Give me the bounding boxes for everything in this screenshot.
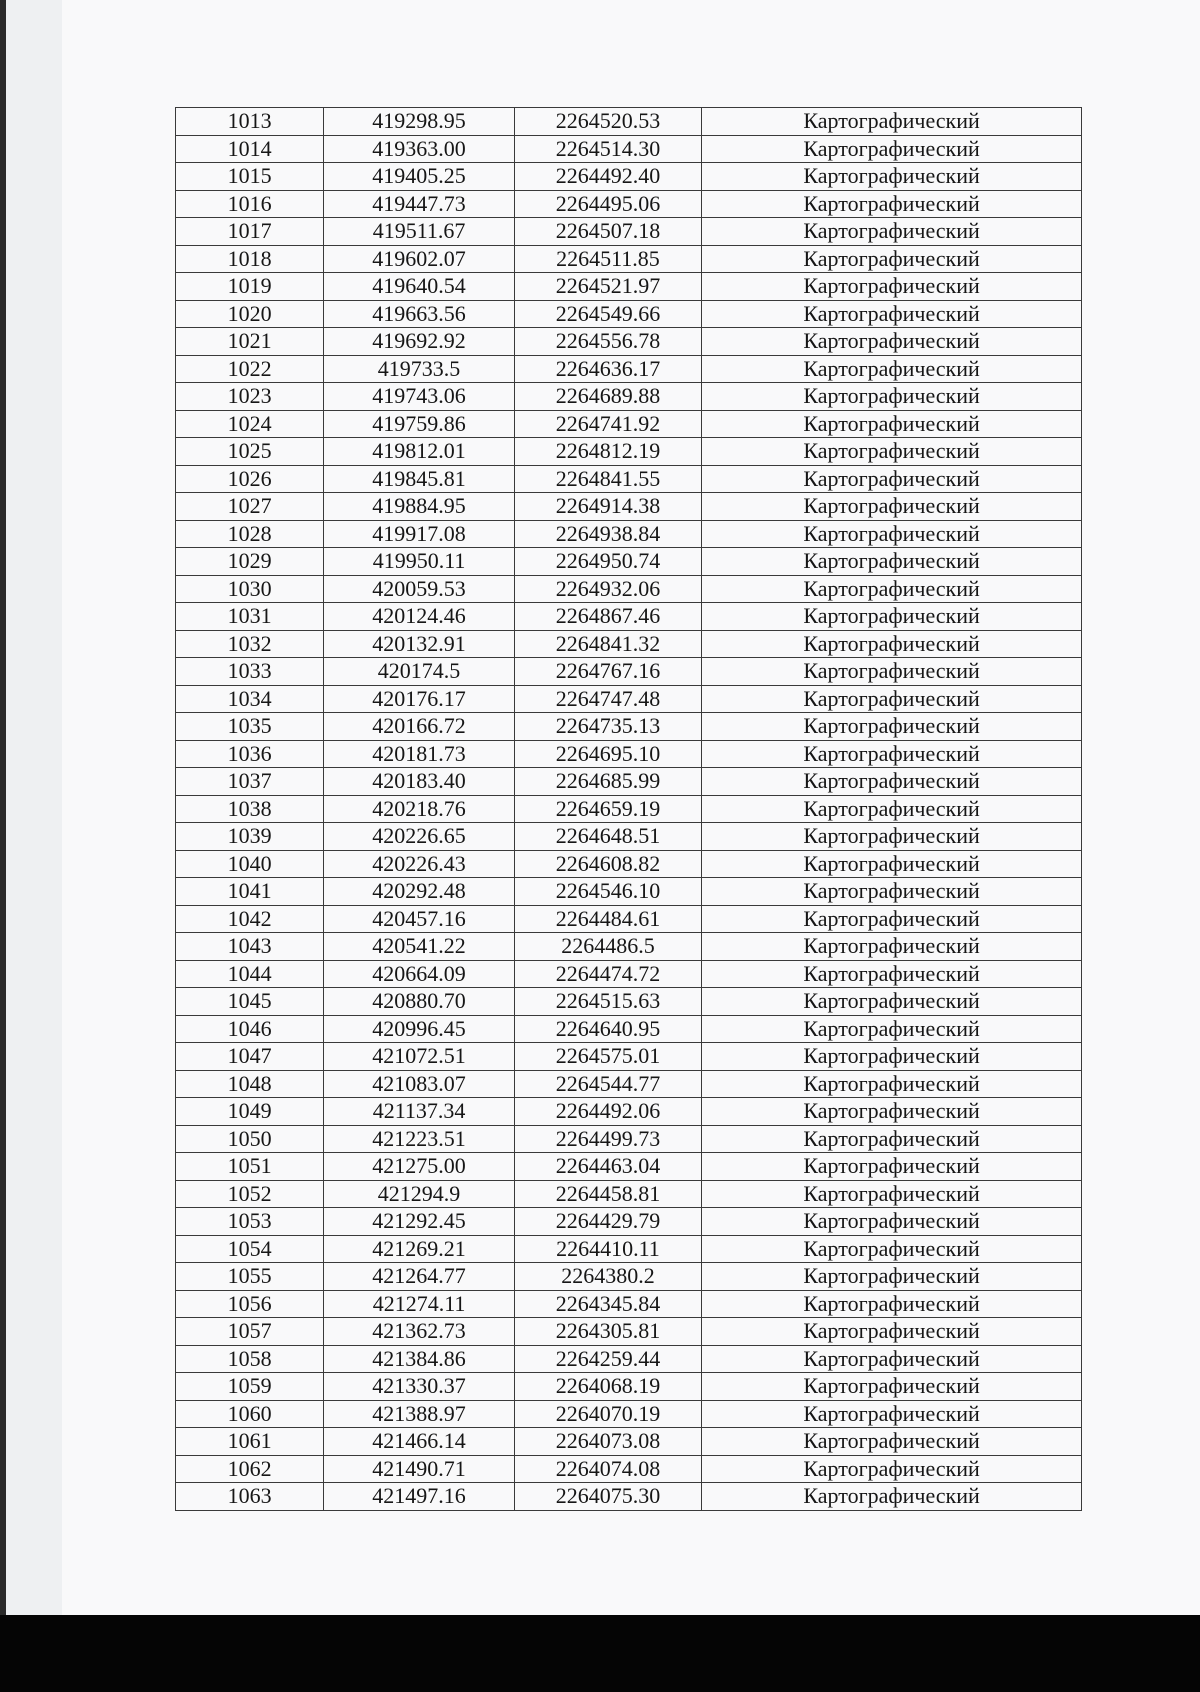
x-coordinate-cell: 419511.67	[324, 218, 514, 246]
method-cell: Картографический	[702, 548, 1082, 576]
method-cell: Картографический	[702, 465, 1082, 493]
point-number-cell: 1051	[176, 1153, 324, 1181]
y-coordinate-cell: 2264636.17	[514, 355, 701, 383]
method-cell: Картографический	[702, 1070, 1082, 1098]
x-coordinate-cell: 420996.45	[324, 1015, 514, 1043]
y-coordinate-cell: 2264549.66	[514, 300, 701, 328]
method-cell: Картографический	[702, 630, 1082, 658]
table-row	[176, 1318, 1082, 1346]
point-number-cell: 1055	[176, 1263, 324, 1291]
y-coordinate-cell: 2264070.19	[514, 1400, 701, 1428]
y-coordinate-cell: 2264073.08	[514, 1428, 701, 1456]
method-cell: Картографический	[702, 1153, 1082, 1181]
point-number-cell: 1026	[176, 465, 324, 493]
point-number-cell: 1029	[176, 548, 324, 576]
y-coordinate-cell: 2264521.97	[514, 273, 701, 301]
method-cell: Картографический	[702, 1125, 1082, 1153]
method-cell: Картографический	[702, 960, 1082, 988]
x-coordinate-cell: 421362.73	[324, 1318, 514, 1346]
x-coordinate-cell: 420226.43	[324, 850, 514, 878]
x-coordinate-cell: 420880.70	[324, 988, 514, 1016]
point-number-cell: 1028	[176, 520, 324, 548]
method-cell: Картографический	[702, 135, 1082, 163]
method-cell: Картографический	[702, 740, 1082, 768]
y-coordinate-cell: 2264458.81	[514, 1180, 701, 1208]
method-cell: Картографический	[702, 438, 1082, 466]
method-cell: Картографический	[702, 1098, 1082, 1126]
x-coordinate-cell: 420664.09	[324, 960, 514, 988]
x-coordinate-cell: 421497.16	[324, 1483, 514, 1511]
method-cell: Картографический	[702, 1318, 1082, 1346]
table-row	[176, 768, 1082, 796]
point-number-cell: 1022	[176, 355, 324, 383]
x-coordinate-cell: 421137.34	[324, 1098, 514, 1126]
method-cell: Картографический	[702, 685, 1082, 713]
y-coordinate-cell: 2264950.74	[514, 548, 701, 576]
point-number-cell: 1015	[176, 163, 324, 191]
scan-bottom-bar	[0, 1615, 1200, 1692]
x-coordinate-cell: 420124.46	[324, 603, 514, 631]
x-coordinate-cell: 421490.71	[324, 1455, 514, 1483]
method-cell: Картографический	[702, 1180, 1082, 1208]
table-row	[176, 383, 1082, 411]
table-row	[176, 1345, 1082, 1373]
method-cell: Картографический	[702, 603, 1082, 631]
point-number-cell: 1063	[176, 1483, 324, 1511]
y-coordinate-cell: 2264648.51	[514, 823, 701, 851]
table-row	[176, 438, 1082, 466]
point-number-cell: 1045	[176, 988, 324, 1016]
y-coordinate-cell: 2264463.04	[514, 1153, 701, 1181]
point-number-cell: 1025	[176, 438, 324, 466]
point-number-cell: 1033	[176, 658, 324, 686]
method-cell: Картографический	[702, 658, 1082, 686]
table-row	[176, 850, 1082, 878]
table-row	[176, 878, 1082, 906]
y-coordinate-cell: 2264767.16	[514, 658, 701, 686]
method-cell: Картографический	[702, 190, 1082, 218]
x-coordinate-cell: 419692.92	[324, 328, 514, 356]
coordinates-table	[175, 107, 1082, 1511]
point-number-cell: 1049	[176, 1098, 324, 1126]
y-coordinate-cell: 2264495.06	[514, 190, 701, 218]
point-number-cell: 1037	[176, 768, 324, 796]
point-number-cell: 1061	[176, 1428, 324, 1456]
point-number-cell: 1034	[176, 685, 324, 713]
y-coordinate-cell: 2264608.82	[514, 850, 701, 878]
y-coordinate-cell: 2264410.11	[514, 1235, 701, 1263]
point-number-cell: 1047	[176, 1043, 324, 1071]
point-number-cell: 1048	[176, 1070, 324, 1098]
y-coordinate-cell: 2264429.79	[514, 1208, 701, 1236]
y-coordinate-cell: 2264812.19	[514, 438, 701, 466]
x-coordinate-cell: 420181.73	[324, 740, 514, 768]
point-number-cell: 1054	[176, 1235, 324, 1263]
method-cell: Картографический	[702, 245, 1082, 273]
method-cell: Картографический	[702, 575, 1082, 603]
table-row	[176, 713, 1082, 741]
table-row	[176, 1455, 1082, 1483]
method-cell: Картографический	[702, 850, 1082, 878]
method-cell: Картографический	[702, 493, 1082, 521]
table-row	[176, 1098, 1082, 1126]
table-row	[176, 273, 1082, 301]
method-cell: Картографический	[702, 410, 1082, 438]
y-coordinate-cell: 2264659.19	[514, 795, 701, 823]
method-cell: Картографический	[702, 1208, 1082, 1236]
point-number-cell: 1019	[176, 273, 324, 301]
point-number-cell: 1044	[176, 960, 324, 988]
y-coordinate-cell: 2264735.13	[514, 713, 701, 741]
method-cell: Картографический	[702, 1428, 1082, 1456]
table-row	[176, 1180, 1082, 1208]
method-cell: Картографический	[702, 1345, 1082, 1373]
point-number-cell: 1020	[176, 300, 324, 328]
x-coordinate-cell: 421330.37	[324, 1373, 514, 1401]
method-cell: Картографический	[702, 328, 1082, 356]
method-cell: Картографический	[702, 795, 1082, 823]
point-number-cell: 1016	[176, 190, 324, 218]
y-coordinate-cell: 2264841.55	[514, 465, 701, 493]
table-row	[176, 465, 1082, 493]
y-coordinate-cell: 2264544.77	[514, 1070, 701, 1098]
method-cell: Картографический	[702, 1235, 1082, 1263]
table-row	[176, 960, 1082, 988]
point-number-cell: 1046	[176, 1015, 324, 1043]
table-row	[176, 300, 1082, 328]
y-coordinate-cell: 2264575.01	[514, 1043, 701, 1071]
point-number-cell: 1040	[176, 850, 324, 878]
coordinates-table-body	[176, 108, 1082, 1511]
point-number-cell: 1031	[176, 603, 324, 631]
method-cell: Картографический	[702, 933, 1082, 961]
point-number-cell: 1013	[176, 108, 324, 136]
point-number-cell: 1058	[176, 1345, 324, 1373]
method-cell: Картографический	[702, 300, 1082, 328]
method-cell: Картографический	[702, 520, 1082, 548]
method-cell: Картографический	[702, 1400, 1082, 1428]
x-coordinate-cell: 420132.91	[324, 630, 514, 658]
y-coordinate-cell: 2264074.08	[514, 1455, 701, 1483]
y-coordinate-cell: 2264546.10	[514, 878, 701, 906]
y-coordinate-cell: 2264499.73	[514, 1125, 701, 1153]
method-cell: Картографический	[702, 163, 1082, 191]
point-number-cell: 1032	[176, 630, 324, 658]
point-number-cell: 1030	[176, 575, 324, 603]
table-row	[176, 410, 1082, 438]
method-cell: Картографический	[702, 383, 1082, 411]
method-cell: Картографический	[702, 1263, 1082, 1291]
point-number-cell: 1062	[176, 1455, 324, 1483]
y-coordinate-cell: 2264938.84	[514, 520, 701, 548]
x-coordinate-cell: 419405.25	[324, 163, 514, 191]
x-coordinate-cell: 419917.08	[324, 520, 514, 548]
x-coordinate-cell: 421292.45	[324, 1208, 514, 1236]
point-number-cell: 1027	[176, 493, 324, 521]
y-coordinate-cell: 2264747.48	[514, 685, 701, 713]
x-coordinate-cell: 421384.86	[324, 1345, 514, 1373]
method-cell: Картографический	[702, 823, 1082, 851]
y-coordinate-cell: 2264514.30	[514, 135, 701, 163]
x-coordinate-cell: 421294.9	[324, 1180, 514, 1208]
point-number-cell: 1039	[176, 823, 324, 851]
table-row	[176, 520, 1082, 548]
method-cell: Картографический	[702, 1483, 1082, 1511]
table-row	[176, 493, 1082, 521]
point-number-cell: 1041	[176, 878, 324, 906]
y-coordinate-cell: 2264068.19	[514, 1373, 701, 1401]
y-coordinate-cell: 2264515.63	[514, 988, 701, 1016]
table-row	[176, 685, 1082, 713]
method-cell: Картографический	[702, 1043, 1082, 1071]
table-row	[176, 823, 1082, 851]
x-coordinate-cell: 419640.54	[324, 273, 514, 301]
x-coordinate-cell: 420226.65	[324, 823, 514, 851]
y-coordinate-cell: 2264932.06	[514, 575, 701, 603]
point-number-cell: 1021	[176, 328, 324, 356]
point-number-cell: 1050	[176, 1125, 324, 1153]
x-coordinate-cell: 421466.14	[324, 1428, 514, 1456]
x-coordinate-cell: 421274.11	[324, 1290, 514, 1318]
table-row	[176, 1373, 1082, 1401]
x-coordinate-cell: 419950.11	[324, 548, 514, 576]
table-row	[176, 1235, 1082, 1263]
y-coordinate-cell: 2264511.85	[514, 245, 701, 273]
x-coordinate-cell: 419845.81	[324, 465, 514, 493]
method-cell: Картографический	[702, 1455, 1082, 1483]
method-cell: Картографический	[702, 713, 1082, 741]
method-cell: Картографический	[702, 355, 1082, 383]
x-coordinate-cell: 420176.17	[324, 685, 514, 713]
table-row	[176, 658, 1082, 686]
table-row	[176, 905, 1082, 933]
point-number-cell: 1014	[176, 135, 324, 163]
table-row	[176, 575, 1082, 603]
point-number-cell: 1038	[176, 795, 324, 823]
y-coordinate-cell: 2264075.30	[514, 1483, 701, 1511]
point-number-cell: 1023	[176, 383, 324, 411]
x-coordinate-cell: 419447.73	[324, 190, 514, 218]
point-number-cell: 1043	[176, 933, 324, 961]
y-coordinate-cell: 2264492.06	[514, 1098, 701, 1126]
point-number-cell: 1036	[176, 740, 324, 768]
y-coordinate-cell: 2264556.78	[514, 328, 701, 356]
y-coordinate-cell: 2264689.88	[514, 383, 701, 411]
table-row	[176, 1263, 1082, 1291]
x-coordinate-cell: 419743.06	[324, 383, 514, 411]
method-cell: Картографический	[702, 218, 1082, 246]
y-coordinate-cell: 2264640.95	[514, 1015, 701, 1043]
y-coordinate-cell: 2264741.92	[514, 410, 701, 438]
x-coordinate-cell: 420059.53	[324, 575, 514, 603]
point-number-cell: 1024	[176, 410, 324, 438]
table-row	[176, 933, 1082, 961]
method-cell: Картографический	[702, 1373, 1082, 1401]
x-coordinate-cell: 420174.5	[324, 658, 514, 686]
x-coordinate-cell: 421083.07	[324, 1070, 514, 1098]
point-number-cell: 1035	[176, 713, 324, 741]
x-coordinate-cell: 421223.51	[324, 1125, 514, 1153]
x-coordinate-cell: 421264.77	[324, 1263, 514, 1291]
point-number-cell: 1017	[176, 218, 324, 246]
x-coordinate-cell: 421275.00	[324, 1153, 514, 1181]
x-coordinate-cell: 419363.00	[324, 135, 514, 163]
table-row	[176, 1015, 1082, 1043]
x-coordinate-cell: 419812.01	[324, 438, 514, 466]
method-cell: Картографический	[702, 1015, 1082, 1043]
y-coordinate-cell: 2264520.53	[514, 108, 701, 136]
point-number-cell: 1042	[176, 905, 324, 933]
y-coordinate-cell: 2264914.38	[514, 493, 701, 521]
method-cell: Картографический	[702, 768, 1082, 796]
method-cell: Картографический	[702, 1290, 1082, 1318]
x-coordinate-cell: 419733.5	[324, 355, 514, 383]
table-row	[176, 1070, 1082, 1098]
table-row	[176, 245, 1082, 273]
method-cell: Картографический	[702, 905, 1082, 933]
x-coordinate-cell: 419759.86	[324, 410, 514, 438]
y-coordinate-cell: 2264695.10	[514, 740, 701, 768]
y-coordinate-cell: 2264685.99	[514, 768, 701, 796]
y-coordinate-cell: 2264841.32	[514, 630, 701, 658]
x-coordinate-cell: 420183.40	[324, 768, 514, 796]
table-row	[176, 108, 1082, 136]
x-coordinate-cell: 419884.95	[324, 493, 514, 521]
table-row	[176, 795, 1082, 823]
table-row	[176, 740, 1082, 768]
point-number-cell: 1053	[176, 1208, 324, 1236]
table-row	[176, 328, 1082, 356]
y-coordinate-cell: 2264484.61	[514, 905, 701, 933]
table-row	[176, 1290, 1082, 1318]
table-row	[176, 1400, 1082, 1428]
point-number-cell: 1059	[176, 1373, 324, 1401]
y-coordinate-cell: 2264380.2	[514, 1263, 701, 1291]
point-number-cell: 1018	[176, 245, 324, 273]
table-row	[176, 603, 1082, 631]
y-coordinate-cell: 2264345.84	[514, 1290, 701, 1318]
table-row	[176, 190, 1082, 218]
table-row	[176, 988, 1082, 1016]
x-coordinate-cell: 420457.16	[324, 905, 514, 933]
table-row	[176, 1125, 1082, 1153]
x-coordinate-cell: 421072.51	[324, 1043, 514, 1071]
x-coordinate-cell: 420292.48	[324, 878, 514, 906]
table-row	[176, 163, 1082, 191]
x-coordinate-cell: 420166.72	[324, 713, 514, 741]
y-coordinate-cell: 2264486.5	[514, 933, 701, 961]
table-row	[176, 135, 1082, 163]
method-cell: Картографический	[702, 878, 1082, 906]
table-row	[176, 1483, 1082, 1511]
table-row	[176, 1208, 1082, 1236]
y-coordinate-cell: 2264492.40	[514, 163, 701, 191]
x-coordinate-cell: 420541.22	[324, 933, 514, 961]
x-coordinate-cell: 421388.97	[324, 1400, 514, 1428]
scan-left-margin	[6, 0, 62, 1615]
y-coordinate-cell: 2264259.44	[514, 1345, 701, 1373]
x-coordinate-cell: 421269.21	[324, 1235, 514, 1263]
y-coordinate-cell: 2264507.18	[514, 218, 701, 246]
table-row	[176, 355, 1082, 383]
x-coordinate-cell: 419663.56	[324, 300, 514, 328]
x-coordinate-cell: 419602.07	[324, 245, 514, 273]
table-row	[176, 218, 1082, 246]
y-coordinate-cell: 2264305.81	[514, 1318, 701, 1346]
y-coordinate-cell: 2264867.46	[514, 603, 701, 631]
x-coordinate-cell: 420218.76	[324, 795, 514, 823]
point-number-cell: 1057	[176, 1318, 324, 1346]
point-number-cell: 1056	[176, 1290, 324, 1318]
table-row	[176, 630, 1082, 658]
point-number-cell: 1052	[176, 1180, 324, 1208]
method-cell: Картографический	[702, 988, 1082, 1016]
table-row	[176, 548, 1082, 576]
method-cell: Картографический	[702, 108, 1082, 136]
x-coordinate-cell: 419298.95	[324, 108, 514, 136]
table-row	[176, 1428, 1082, 1456]
y-coordinate-cell: 2264474.72	[514, 960, 701, 988]
table-row	[176, 1153, 1082, 1181]
table-row	[176, 1043, 1082, 1071]
point-number-cell: 1060	[176, 1400, 324, 1428]
method-cell: Картографический	[702, 273, 1082, 301]
